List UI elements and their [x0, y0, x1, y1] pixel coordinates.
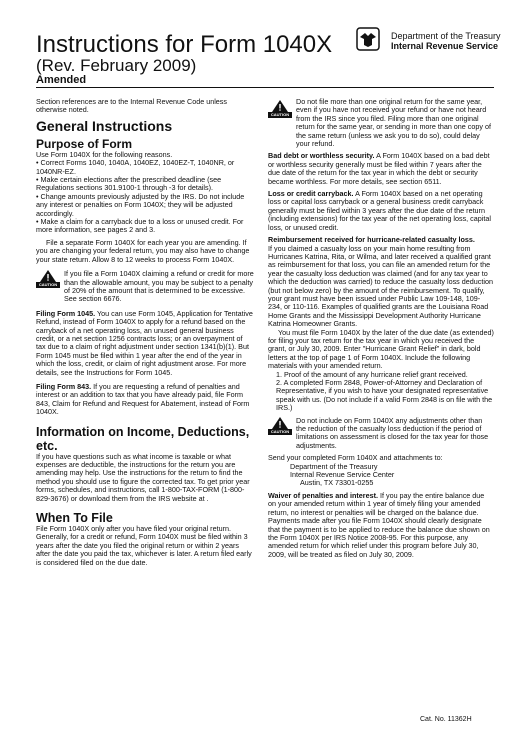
treasury-eagle-logo — [356, 27, 380, 51]
caution-note-1 — [36, 270, 254, 304]
information-text: If you have questions such as what income is taxable or what expenses are deductible, the instructions for the return you are amending may help. Use the instructions for the return to find the method you should use to figure the corrected tax. To get prior year forms, schedules, and instructions, call 1-800-TAX-FORM (1-800-829-3676) or download them from the IRS website at . — [36, 451, 250, 503]
purpose-heading: Purpose of Form — [36, 136, 133, 151]
waiver-paragraph — [268, 492, 494, 559]
document-title: Instructions for Form 1040X — [36, 31, 333, 58]
caution-icon — [268, 417, 292, 435]
purpose-bullet-3: • Change amounts previously adjusted by the IRS. Do not include any interest or penalties on Form 1040X; they will be adjusted accordingly. — [36, 191, 245, 218]
caution-note-top — [268, 98, 494, 148]
general-instructions-heading: General Instructions — [36, 117, 173, 134]
when-to-file-text: File Form 1040X only after you have filed your original return. Generally, for a credit or refund, Form 1040X must be filed within 3 years after the date you filed the original return or within 2 years after the date you paid the tax, whichever is later. A return filed early is considered filed on the due date. — [36, 524, 252, 567]
loss-carryback-lead: Loss or credit carryback. — [268, 189, 354, 199]
caution-text-1: If you file a Form 1040X claiming a refund or credit for more than the allowable amount, you may be subject to a penalty of 20% of the amount that is determined to be excessive. See section 6676. — [64, 269, 254, 304]
header-divider — [36, 87, 494, 88]
caution-text-top: Do not file more than one original return for the same year, even if you have not received your refund or have not heard from the IRS since you filed. Filing more than one original return for the same year, or sending in more than one copy of the same return (unless we ask you to do so), could delay your refund. — [296, 97, 491, 149]
purpose-bullet-2: • Make certain elections after the prescribed deadline (see Regulations sections 301.9100-1 through -3 for details). — [36, 175, 222, 193]
address-line: Internal Revenue Service Center — [290, 470, 395, 480]
purpose-bullet-4: • Make a claim for a carryback due to a loss or unused credit. For more information, see pages 2 and 3. — [36, 217, 244, 235]
caution-note-2 — [268, 417, 494, 451]
form-843-text: If you are requesting a refund of penalties and interest or an addition to tax that you have already paid, file Form 843, Claim for Refund and Request for Abatement, instead of Form 1040X. — [36, 381, 250, 417]
form-1045-paragraph — [36, 310, 254, 377]
information-heading: Information on Income, Deductions, etc. — [36, 424, 250, 453]
form-843-paragraph — [36, 383, 254, 417]
caution-label: CAUTION — [268, 112, 292, 118]
mailing-address — [268, 463, 494, 488]
right-column — [268, 98, 494, 559]
list-item: 1. Proof of the amount of any hurricane relief grant received. — [276, 369, 468, 379]
address-line: Department of the Treasury — [290, 461, 378, 471]
hurricane-text: If you claimed a casualty loss on your main home resulting from Hurricanes Katrina, Rita, or Wilma, and later received a qualified grant as reimbursement for that loss, you can file an amended return for the year the casualty loss deduction was claimed (and for any tax year to which the deduction was carried) to reduce the casualty loss deduction (but not below zero) by the amount of the reimbursement. To qualify, your grant must have been issued under Public Law 109-148, 109-234, or 110-116. Examples of qualified grants are the Louisiana Road Home Grants and the Mississippi Development Authority Hurricane Katrina Homeowner Grants. — [268, 243, 493, 329]
waiver-text: If you pay the entire balance due on your amended return within 1 year of timely filing your amended return, no interest or penalties will be charged on the balance due. Payments made after you file Form 1040X should clearly designate that the payment is to be applied to reduce the balance due shown on the Form 1040X per IRS Notice 2008-95. For this purpose, any amended return for which relief under this program before July 30, 2009, will be treated as filed on July 30, 2009. — [268, 490, 490, 559]
bad-debt-lead: Bad debt or worthless security. — [268, 151, 375, 161]
catalog-number: Cat. No. 11362H — [420, 716, 472, 723]
loss-carryback-paragraph — [268, 190, 494, 232]
caution-label: CAUTION — [268, 429, 292, 435]
caution-icon — [268, 100, 292, 118]
purpose-paragraph-2: File a separate Form 1040X for each year you are amending. If you are changing your federal return, you may also have to change your state return. Allow 8 to 12 weeks to process Form 1040X. — [36, 237, 250, 264]
caution-icon — [36, 270, 60, 288]
form-1045-text: You can use Form 1045, Application for Tentative Refund, instead of Form 1040X to apply for a refund based on the carryback of a net operating loss, an unused general business credit, or a net section 1256 contracts loss; or an overpayment of tax due to a claim of right adjustment under section 1341(b)(1). But Form 1045 must be filed within 1 year after the end of the year in which the loss, credit, or claim of right adjustment arose. For more details, see the Instructions for Form 1045. — [36, 308, 253, 377]
loss-carryback-text: A Form 1040X based on a net operating loss or capital loss carryback or a general business credit carryback generally must be filed within 3 years after the due date of the return (including extensions) for the tax year of the net operating loss, capital loss, or unused credit. — [268, 189, 491, 232]
amended-label: Amended — [36, 74, 87, 86]
intro-text: Section references are to the Internal Revenue Code unless otherwise noted. — [36, 97, 227, 115]
caution-label: CAUTION — [36, 282, 60, 288]
form-843-lead: Filing Form 843. — [36, 381, 92, 391]
purpose-intro: Use Form 1040X for the following reasons. — [36, 149, 173, 159]
send-instructions: Send your completed Form 1040X and attachments to: — [268, 453, 443, 463]
department-block — [391, 31, 501, 51]
department-name: Department of the Treasury — [391, 31, 501, 41]
waiver-lead: Waiver of penalties and interest. — [268, 490, 378, 500]
hurricane-heading: Reimbursement received for hurricane-related casualty loss. — [268, 235, 475, 245]
purpose-bullet-1: • Correct Forms 1040, 1040A, 1040EZ, 1040EZ-T, 1040NR, or 1040NR-EZ. — [36, 158, 235, 176]
form-1045-lead: Filing Form 1045. — [36, 308, 96, 318]
address-line: Austin, TX 73301-0255 — [300, 478, 374, 488]
agency-name: Internal Revenue Service — [391, 41, 499, 51]
hurricane-text-2: You must file Form 1040X by the later of the due date (as extended) for filing your tax return for the tax year in which you received the grant, or July 30, 2009. Enter "Hurricane Grant Relief" in dark, bold letters at the top of page 1 of Form 1040X. Include the following materials with your amended return. — [268, 327, 494, 371]
when-to-file-heading: When To File — [36, 511, 113, 526]
bad-debt-paragraph — [268, 152, 494, 186]
list-item: 2. A completed Form 2848, Power-of-Attorney and Declaration of Representative, if you wish to have your designated representative speak with us. (Do not include if a valid Form 2848 is on file with the IRS.) — [276, 378, 493, 413]
caution-text-2: Do not include on Form 1040X any adjustments other than the reduction of the casualty loss deduction if the period of limitations on assessment is closed for the tax year for those adjustments. — [296, 415, 489, 450]
left-column — [36, 98, 254, 567]
revision-date: (Rev. February 2009) — [36, 56, 197, 75]
bad-debt-text: A Form 1040X based on a bad debt or worthless security generally must be filed within 7 years after the due date of the return for the tax year in which the debt or security became worthless. For more details, see section 6511. — [268, 151, 490, 186]
